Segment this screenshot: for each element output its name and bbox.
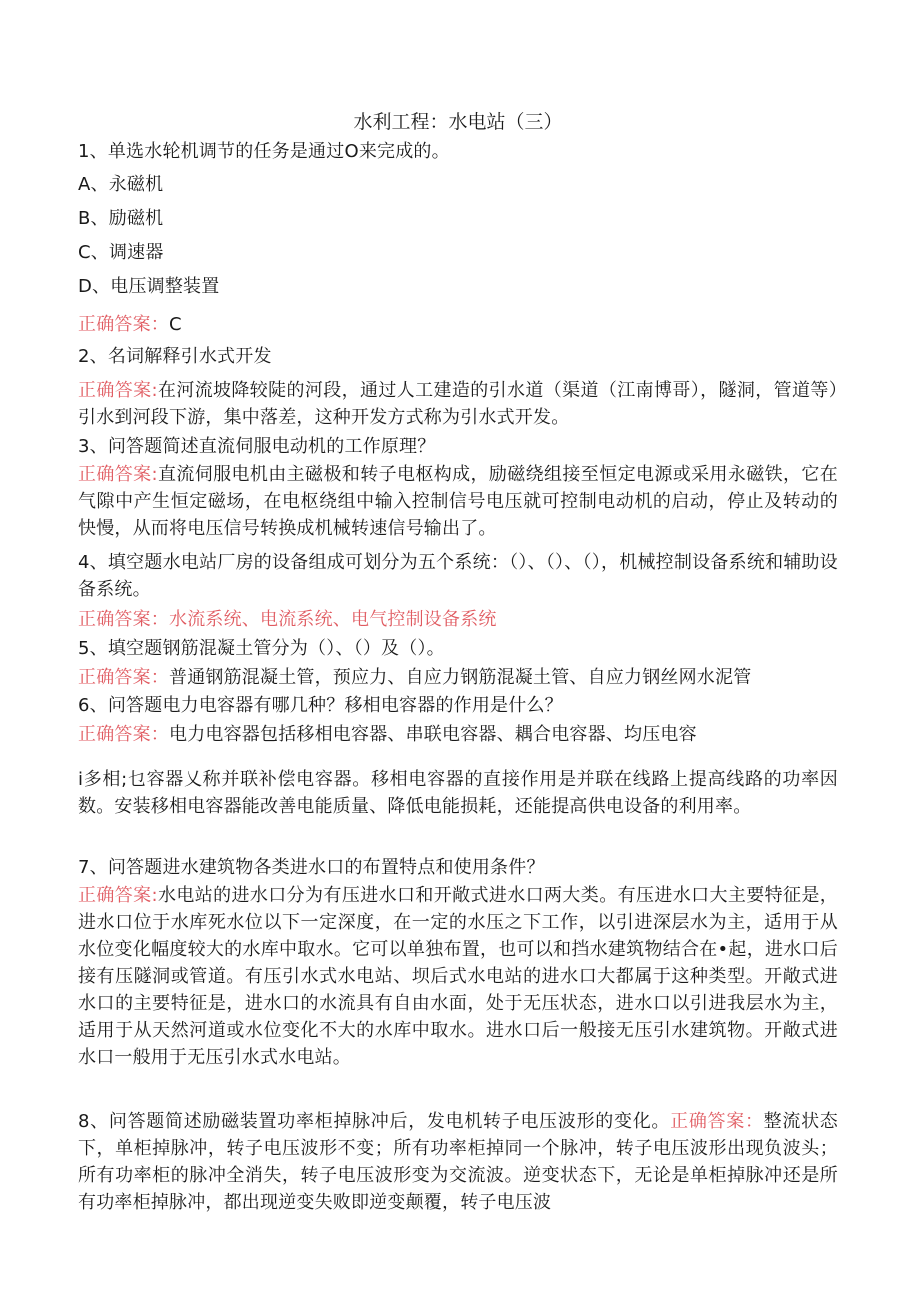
question-5-stem: 5、填空题钢筋混凝土管分为（）、（）及（）。 [78, 638, 445, 659]
answer-text: 在河流坡降较陡的河段，通过人工建造的引水道（渠道（江南博哥），隧洞，管道等）引水到河段下游，集中落差，这种开发方式称为引水式开发。 [78, 380, 838, 428]
question-1-option-a: A、永磁机 [78, 174, 164, 195]
question-1-option-c: C、调速器 [78, 242, 164, 263]
question-4-stem: 4、填空题水电站厂房的设备组成可划分为五个系统：（）、（）、（），机械控制设备系统和辅助设备系统。 [78, 552, 838, 600]
answer-text: 整流状态下，单柜掉脉冲，转子电压波形不变；所有功率柜掉同一个脉冲，转子电压波形出现负波头；所有功率柜的脉冲全消失，转子电压波形变为交流波。逆变状态下，无论是单柜掉脉冲还是所有功率柜掉脉冲，都出现逆变失败即逆变颠覆，转子电压波 [78, 1111, 838, 1213]
question-8-stem: 8、问答题简述励磁装置功率柜掉脉冲后，发电机转子电压波形的变化。 [78, 1111, 671, 1132]
question-3-stem: 3、问答题简述直流伺服电动机的工作原理？ [78, 436, 436, 457]
question-6-answer [78, 721, 838, 748]
question-1-option-b: B、励磁机 [78, 208, 164, 229]
answer-label: 正确答案: [78, 464, 158, 485]
answer-text: 水流系统、电流系统、电气控制设备系统 [169, 609, 497, 630]
answer-label: 正确答案： [78, 667, 169, 688]
question-1-answer [78, 311, 838, 338]
answer-text: 电力电容器包括移相电容器、串联电容器、耦合电容器、均压电容 [169, 724, 697, 745]
answer-label: 正确答案： [78, 314, 169, 335]
question-6-stem: 6、问答题电力电容器有哪几种？移相电容器的作用是什么？ [78, 695, 563, 716]
answer-text: 普通钢筋混凝土管，预应力、自应力钢筋混凝土管、自应力钢丝网水泥管 [169, 667, 752, 688]
question-4-answer [78, 606, 838, 633]
answer-text: 水电站的进水口分为有压进水口和开敞式进水口两大类。有压进水口大主要特征是，进水口位于水库死水位以下一定深度，在一定的水压之下工作，以引进深层水为主，适用于从水位变化幅度较大的水库中取水。它可以单独布置，也可以和挡水建筑物结合在•起，进水口后接有压隧洞或管道。有压引水式水电站、坝后式水电站的进水口大都属于这种类型。开敞式进水口的主要特征是，进水口的水流具有自由水面，处于无压状态，进水口以引进我层水为主，适用于从天然河道或水位变化不大的水库中取水。进水口后一般接无压引水建筑物。开敞式进水口一般用于无压引水式水电站。 [78, 885, 838, 1068]
answer-label: 正确答案： [78, 724, 169, 745]
question-5-answer [78, 664, 838, 691]
question-2-answer [78, 377, 838, 431]
answer-label: 正确答案： [670, 1111, 764, 1132]
answer-text: C [169, 314, 182, 335]
question-7-answer [78, 882, 838, 1071]
question-1-stem: 1、单选水轮机调节的任务是通过O来完成的。 [78, 141, 450, 162]
document-title: 水利工程：水电站（三） [353, 111, 563, 133]
question-1-option-d: D、电压调整装置 [78, 276, 220, 297]
question-3-answer [78, 461, 838, 542]
question-2-stem: 2、名词解释引水式开发 [78, 346, 272, 367]
question-8 [78, 1108, 838, 1216]
question-6-answer-continued: i多相;乜容器乂称并联补偿电容器。移相电容器的直接作用是并联在线路上提高线路的功率因数。安装移相电容器能改善电能质量、降低电能损耗，还能提高供电设备的利用率。 [78, 769, 838, 817]
answer-label: 正确答案: [78, 380, 158, 401]
answer-text: 直流伺服电机由主磁极和转子电枢构成，励磁绕组接至恒定电源或采用永磁铁，它在气隙中产生恒定磁场，在电枢绕组中输入控制信号电压就可控制电动机的启动，停止及转动的快慢，从而将电压信号转换成机械转速信号输出了。 [78, 464, 838, 539]
answer-label: 正确答案: [78, 885, 158, 906]
answer-label: 正确答案： [78, 609, 169, 630]
question-7-stem: 7、问答题进水建筑物各类进水口的布置特点和使用条件？ [78, 857, 545, 878]
